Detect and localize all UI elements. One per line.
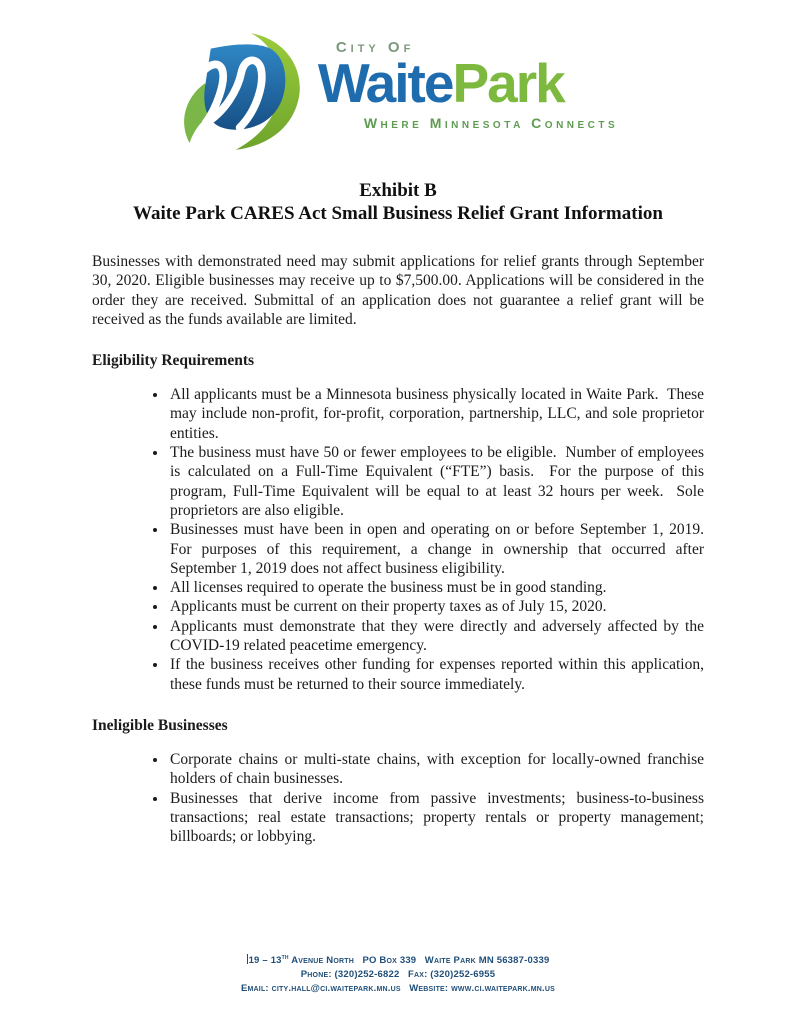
logo-wordmark-park: Park — [452, 52, 564, 114]
footer-email-website-line: Email: city.hall@ci.waitepark.mn.us Website: www.ci.waitepark.mn.us — [240, 983, 555, 994]
logo-city-of: City Of — [335, 39, 415, 56]
footer-phone-fax-line: Phone: (320)252-6822 Fax: (320)252-6955 — [300, 969, 496, 980]
eligibility-bullet-list — [92, 385, 712, 694]
list-item: • Businesses must have been in open and operating on or before September 1, 2019. For purposes of this requirement, a change in ownership that occurred after September 1, 2019 does not affect business eligibility. — [168, 520, 704, 578]
title-line-exhibit: Exhibit B — [359, 180, 437, 201]
section-heading-ineligible: Ineligible Businesses — [92, 716, 228, 734]
logo-wordmark — [317, 52, 564, 114]
list-item: • All licenses required to operate the business must be in good standing. — [168, 578, 704, 597]
document-body — [0, 252, 796, 846]
list-item: • All applicants must be a Minnesota business physically located in Waite Park. These may include non-profit, for-profit, corporation, partnership, LLC, and sole proprietor entities. — [168, 385, 704, 443]
city-logo — [0, 33, 796, 151]
ineligible-bullet-list — [92, 750, 708, 846]
section-heading-eligibility: Eligibility Requirements — [92, 352, 255, 370]
document-footer — [0, 951, 796, 996]
footer-address-line: 19 – 13th Avenue North PO Box 339 Waite Park MN 56387-0339 — [248, 953, 550, 966]
list-item: • Applicants must demonstrate that they were directly and adversely affected by the COVID-19 related peacetime emergency. — [168, 617, 704, 656]
document-title — [0, 179, 796, 225]
list-item: • Corporate chains or multi-state chains, with exception for locally-owned franchise holders of chain businesses. — [168, 750, 704, 789]
list-item: • Businesses that derive income from passive investments; business-to-business transactions; real estate transactions; property rentals or property management; billboards; or lobbying. — [168, 789, 704, 847]
intro-paragraph: Businesses with demonstrated need may submit applications for relief grants through September 30, 2020. Eligible businesses may receive up to $7,500.00. Applications will be considered in the order they are received. Submittal of an application does not guarantee a relief grant will be received as the funds available are limited. — [92, 253, 708, 328]
logo-tagline: Where Minnesota Connects — [363, 115, 619, 131]
list-item: • The business must have 50 or fewer employees to be eligible. Number of employees is calculated on a Full-Time Equivalent (“FTE”) basis. For the purpose of this program, Full-Time Equivalent will be equal to at least 32 hours per week. Sole proprietors are also eligible. — [168, 443, 704, 520]
logo-wordmark-waite: Waite — [317, 52, 453, 114]
list-item: • If the business receives other funding for expenses reported within this application, these funds must be returned to their source immediately. — [168, 655, 704, 694]
logo-text-block — [318, 33, 618, 131]
text-cursor — [247, 954, 248, 964]
list-item: • Applicants must be current on their property taxes as of July 15, 2020. — [168, 597, 704, 616]
title-line-grant-info: Waite Park CARES Act Small Business Relief Grant Information — [133, 203, 663, 224]
waite-park-logo-icon — [178, 33, 308, 151]
